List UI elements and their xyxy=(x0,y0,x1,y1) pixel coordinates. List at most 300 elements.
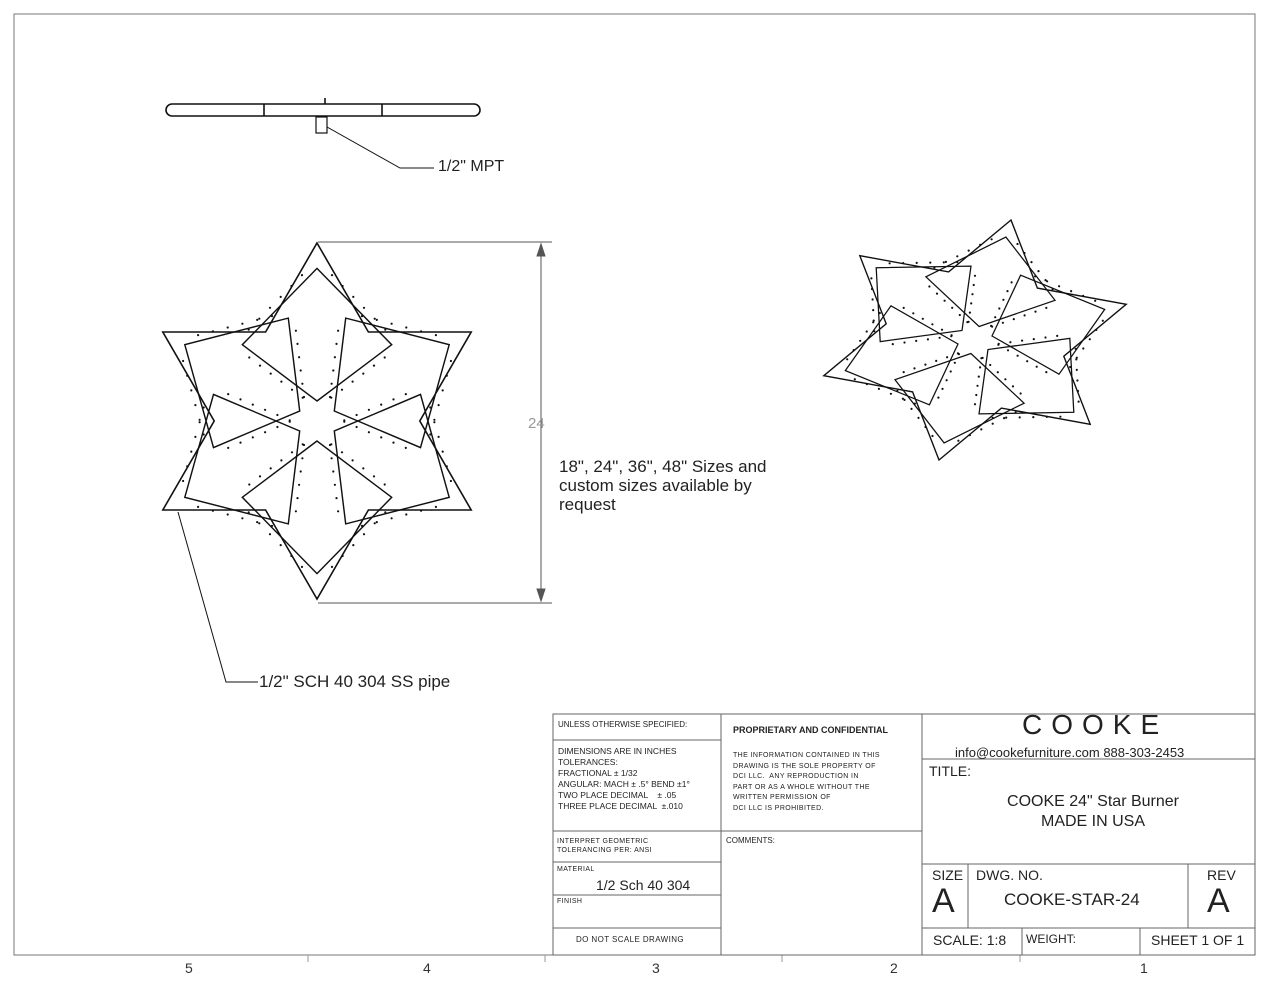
burner-port xyxy=(1075,358,1077,360)
star-arm-panel xyxy=(334,318,449,448)
burner-port xyxy=(212,330,214,332)
burner-port xyxy=(342,285,344,287)
burner-port xyxy=(227,393,229,395)
zone-ticks xyxy=(308,955,1020,962)
burner-port xyxy=(950,335,952,337)
burner-port xyxy=(392,442,394,444)
burner-port xyxy=(1026,360,1028,362)
burner-port xyxy=(859,340,861,342)
burner-port xyxy=(1007,349,1009,351)
burner-port xyxy=(331,457,333,459)
sheet-field: SHEET 1 OF 1 xyxy=(1151,932,1245,948)
burner-port xyxy=(298,484,300,486)
burner-port xyxy=(866,330,868,332)
burner-port xyxy=(872,309,874,311)
burner-port xyxy=(989,364,991,366)
burner-port xyxy=(392,398,394,400)
burner-port xyxy=(197,334,199,336)
burner-port xyxy=(946,379,948,381)
burner-port xyxy=(334,484,336,486)
burner-port xyxy=(1037,270,1039,272)
burner-port xyxy=(435,506,437,508)
burner-port xyxy=(871,288,873,290)
burner-port xyxy=(1094,300,1096,302)
burner-port xyxy=(362,467,364,469)
burner-port xyxy=(889,262,891,264)
burner-port xyxy=(256,319,258,321)
star-outline xyxy=(824,220,1126,460)
burner-port xyxy=(291,451,293,453)
burner-port xyxy=(916,262,918,264)
burner-port xyxy=(301,566,303,568)
burner-port xyxy=(329,396,331,398)
burner-port xyxy=(241,323,243,325)
burner-port xyxy=(994,316,996,318)
size-label: SIZE xyxy=(932,867,964,883)
burner-port xyxy=(971,293,973,295)
zone-label: 4 xyxy=(423,960,431,976)
sizes-note: 18", 24", 36", 48" Sizes and custom sizes available by request xyxy=(559,457,767,514)
burner-port xyxy=(924,426,926,428)
burner-port xyxy=(276,426,278,428)
burner-port xyxy=(433,421,435,423)
star-arm-panel xyxy=(876,266,971,342)
finish-label: FINISH xyxy=(557,898,583,905)
burner-port xyxy=(1082,295,1084,297)
burner-port xyxy=(197,506,199,508)
burner-port xyxy=(1056,335,1058,337)
burner-port xyxy=(902,262,904,264)
burner-port xyxy=(1006,290,1008,292)
burner-port xyxy=(853,349,855,351)
burner-port xyxy=(1016,243,1018,245)
burner-port xyxy=(303,444,305,446)
burner-port xyxy=(241,517,243,519)
rev-label: REV xyxy=(1207,867,1236,883)
burner-port xyxy=(873,320,875,322)
burner-port xyxy=(227,447,229,449)
burner-port xyxy=(373,475,375,477)
burner-port xyxy=(362,373,364,375)
interpret-text: INTERPRET GEOMETRIC TOLERANCING PER: ANSI xyxy=(557,838,653,854)
burner-port xyxy=(199,421,201,423)
burner-port xyxy=(1017,355,1019,357)
burner-port xyxy=(1046,280,1048,282)
burner-port xyxy=(1089,338,1091,340)
burner-port xyxy=(956,255,958,257)
burner-port xyxy=(1033,338,1035,340)
burner-port xyxy=(269,533,271,535)
material-label: MATERIAL xyxy=(557,866,595,873)
burner-port xyxy=(1002,299,1004,301)
burner-port xyxy=(957,440,959,442)
burner-port xyxy=(935,360,937,362)
burner-port xyxy=(969,312,971,314)
burner-port xyxy=(913,367,915,369)
burner-port xyxy=(931,435,933,437)
burner-port xyxy=(433,419,435,421)
burner-port xyxy=(924,364,926,366)
burner-port xyxy=(300,369,302,371)
burner-port xyxy=(271,525,273,527)
burner-port xyxy=(356,414,358,416)
burner-port xyxy=(1095,329,1097,331)
burner-port xyxy=(973,284,975,286)
burner-port xyxy=(1030,261,1032,263)
scale-field: SCALE: 1:8 xyxy=(933,932,1007,948)
burner-port xyxy=(991,238,993,240)
burner-port xyxy=(203,433,205,435)
burner-port xyxy=(866,383,868,385)
burner-port xyxy=(376,319,378,321)
burner-port xyxy=(903,341,905,343)
burner-port xyxy=(969,434,971,436)
burner-port xyxy=(1070,290,1072,292)
burner-port xyxy=(341,389,343,391)
burner-port xyxy=(1082,347,1084,349)
burner-port xyxy=(903,307,905,309)
burner-port xyxy=(1036,366,1038,368)
burner-port xyxy=(352,296,354,298)
contact-info: info@cookefurniture.com 888-303-2453 xyxy=(955,745,1185,760)
burner-port xyxy=(335,497,337,499)
burner-port xyxy=(927,338,929,340)
burner-port xyxy=(1076,369,1078,371)
burner-port xyxy=(968,321,970,323)
burner-port xyxy=(343,419,345,421)
burner-port xyxy=(1012,385,1014,387)
burner-port xyxy=(341,451,343,453)
burner-port xyxy=(997,371,999,373)
burner-port xyxy=(1045,307,1047,309)
burner-port xyxy=(1032,416,1034,418)
burner-port xyxy=(1002,322,1004,324)
burner-port xyxy=(1058,285,1060,287)
zone-label: 2 xyxy=(890,960,898,976)
burner-port xyxy=(950,370,952,372)
burner-port xyxy=(295,330,297,332)
burner-port xyxy=(873,330,875,332)
mpt-callout: 1/2" MPT xyxy=(438,158,505,175)
burner-port xyxy=(979,244,981,246)
burner-port xyxy=(290,555,292,557)
star-arm-panel xyxy=(185,394,300,524)
burner-port xyxy=(910,408,912,410)
burner-port xyxy=(256,521,258,523)
burner-port xyxy=(332,470,334,472)
dwg-no-label: DWG. NO. xyxy=(976,867,1043,883)
burner-port xyxy=(199,419,201,421)
burner-port xyxy=(331,383,333,385)
proprietary-title: PROPRIETARY AND CONFIDENTIAL xyxy=(733,725,889,735)
burner-port xyxy=(1011,281,1013,283)
rev-value: A xyxy=(1207,882,1230,920)
burner-port xyxy=(258,522,260,524)
burner-port xyxy=(384,511,386,513)
burner-port xyxy=(376,521,378,523)
burner-port xyxy=(352,459,354,461)
burner-port xyxy=(264,431,266,433)
burner-port xyxy=(937,397,939,399)
company-logo: COOKE xyxy=(1022,709,1169,740)
burner-port xyxy=(446,375,448,377)
burner-port xyxy=(258,318,260,320)
burner-port xyxy=(954,362,956,364)
burner-port xyxy=(1015,411,1017,413)
burner-port xyxy=(391,517,393,519)
made-in-usa: MADE IN USA xyxy=(1040,813,1145,830)
burner-port xyxy=(269,307,271,309)
front-view-star xyxy=(163,243,471,599)
burner-port xyxy=(212,510,214,512)
comments-label: COMMENTS: xyxy=(726,836,775,845)
burner-port xyxy=(978,376,980,378)
burner-port xyxy=(363,307,365,309)
burner-port xyxy=(922,318,924,320)
burner-port xyxy=(903,371,905,373)
burner-port xyxy=(368,409,370,411)
burner-port xyxy=(974,275,976,277)
burner-port xyxy=(980,428,982,430)
burner-port xyxy=(373,365,375,367)
burner-port xyxy=(1024,314,1026,316)
burner-port xyxy=(405,393,407,395)
burner-port xyxy=(917,417,919,419)
burner-port xyxy=(342,555,344,557)
burner-port xyxy=(1023,252,1025,254)
isometric-view-star xyxy=(824,220,1126,460)
burner-port xyxy=(259,475,261,477)
burner-port xyxy=(438,404,440,406)
star-arm-panel xyxy=(979,338,1074,414)
burner-port xyxy=(280,544,282,546)
burner-port xyxy=(227,326,229,328)
burner-port xyxy=(270,373,272,375)
burner-port xyxy=(271,315,273,317)
burner-port xyxy=(405,447,407,449)
side-view xyxy=(166,98,480,133)
title-label: TITLE: xyxy=(929,763,972,779)
burner-port xyxy=(182,360,184,362)
burner-port xyxy=(337,330,339,332)
burner-port xyxy=(301,383,303,385)
burner-port xyxy=(928,285,930,287)
burner-port xyxy=(290,285,292,287)
burner-port xyxy=(289,421,291,423)
burner-port xyxy=(946,356,948,358)
burner-port xyxy=(450,480,452,482)
weight-field: WEIGHT: xyxy=(1026,932,1076,946)
proprietary-text: THE INFORMATION CONTAINED IN THIS DRAWING IS THE SOLE PROPERTY OF DCI LLC. ANY REPRODUCTION IN PART OR AS A WHOLE WITHOUT THE WRITTEN PERMISSION OF DCI LLC IS PROHIBITED. xyxy=(733,752,880,812)
star-arm-panel xyxy=(185,318,300,448)
burner-port xyxy=(975,394,977,396)
dimension-value: 24 xyxy=(528,415,545,432)
burner-port xyxy=(384,356,386,358)
burner-port xyxy=(298,356,300,358)
zone-label: 1 xyxy=(1140,960,1148,976)
burner-port xyxy=(1046,416,1048,418)
burner-port xyxy=(300,470,302,472)
burner-port xyxy=(1021,340,1023,342)
mpt-leader xyxy=(327,127,434,168)
burner-port xyxy=(872,298,874,300)
burner-port xyxy=(912,312,914,314)
burner-port xyxy=(363,533,365,535)
burner-port xyxy=(929,262,931,264)
burner-port xyxy=(264,409,266,411)
burner-port xyxy=(970,302,972,304)
burner-port xyxy=(1005,417,1007,419)
star-arm-panel xyxy=(242,441,391,574)
burner-port xyxy=(442,451,444,453)
burner-port xyxy=(182,480,184,482)
burner-port xyxy=(974,403,976,405)
burner-port xyxy=(190,389,192,391)
burner-port xyxy=(992,423,994,425)
tolerances-text: DIMENSIONS ARE IN INCHES TOLERANCES: FRACTIONAL ± 1/32 ANGULAR: MACH ± .5° BEND ±1° TWO PLACE DECIMAL ± .05 THREE PLACE DECIMAL ±.010 xyxy=(558,746,690,811)
burner-port xyxy=(248,356,250,358)
burner-port xyxy=(332,369,334,371)
burner-port xyxy=(442,389,444,391)
star-arm-panel xyxy=(334,394,449,524)
burner-port xyxy=(990,325,992,327)
burner-port xyxy=(959,314,961,316)
burner-port xyxy=(405,513,407,515)
star-outline xyxy=(163,243,471,599)
burner-port xyxy=(295,510,297,512)
burner-port xyxy=(331,274,333,276)
burner-port xyxy=(941,388,943,390)
burner-port xyxy=(945,261,947,263)
burner-port xyxy=(943,261,945,263)
do-not-scale: DO NOT SCALE DRAWING xyxy=(576,935,685,944)
burner-port xyxy=(914,403,916,405)
burner-port xyxy=(429,406,431,408)
burner-port xyxy=(190,451,192,453)
burner-port xyxy=(1034,311,1036,313)
burner-port xyxy=(270,467,272,469)
burner-port xyxy=(227,513,229,515)
burner-port xyxy=(890,393,892,395)
burner-port xyxy=(380,404,382,406)
burner-port xyxy=(939,337,941,339)
burner-port xyxy=(1020,392,1022,394)
burner-port xyxy=(1044,336,1046,338)
burner-port xyxy=(1077,390,1079,392)
pipe-leader xyxy=(178,512,258,682)
burner-port xyxy=(968,250,970,252)
burner-port xyxy=(958,353,960,355)
burner-port xyxy=(420,330,422,332)
burner-port xyxy=(1009,341,1011,343)
burner-port xyxy=(870,277,872,279)
burner-port xyxy=(186,465,188,467)
zone-label: 5 xyxy=(185,960,193,976)
burner-port xyxy=(280,381,282,383)
burner-port xyxy=(931,323,933,325)
burner-port xyxy=(334,356,336,358)
burner-port xyxy=(331,566,333,568)
burner-port xyxy=(405,326,407,328)
burner-port xyxy=(998,343,1000,345)
burner-port xyxy=(248,483,250,485)
burner-port xyxy=(380,436,382,438)
burner-port xyxy=(361,315,363,317)
burner-port xyxy=(892,343,894,345)
burner-port xyxy=(1102,320,1104,322)
burner-port xyxy=(239,398,241,400)
burner-port xyxy=(194,436,196,438)
burner-port xyxy=(352,544,354,546)
burner-port xyxy=(944,300,946,302)
burner-port xyxy=(194,404,196,406)
burner-port xyxy=(368,431,370,433)
burner-port xyxy=(186,375,188,377)
burner-port xyxy=(915,340,917,342)
burner-port xyxy=(902,398,904,400)
star-arm-panel xyxy=(242,268,391,401)
burner-port xyxy=(239,442,241,444)
burner-port xyxy=(291,389,293,391)
burner-port xyxy=(280,296,282,298)
burner-port xyxy=(1045,371,1047,373)
burner-port xyxy=(956,261,958,263)
burner-port xyxy=(259,365,261,367)
burner-port xyxy=(280,459,282,461)
burner-port xyxy=(356,426,358,428)
burner-port xyxy=(276,414,278,416)
burner-port xyxy=(438,436,440,438)
burner-port xyxy=(1076,379,1078,381)
burner-port xyxy=(1078,401,1080,403)
burner-port xyxy=(420,510,422,512)
material-value: 1/2 Sch 40 304 xyxy=(596,877,691,893)
burner-port xyxy=(1019,416,1021,418)
dwg-no-value: COOKE-STAR-24 xyxy=(1004,890,1140,909)
burner-port xyxy=(941,329,943,331)
burner-port xyxy=(252,436,254,438)
burner-port xyxy=(979,366,981,368)
burner-port xyxy=(1059,416,1061,418)
burner-port xyxy=(301,457,303,459)
pipe-callout: 1/2" SCH 40 304 SS pipe xyxy=(259,672,451,691)
burner-port xyxy=(330,443,332,445)
burner-port xyxy=(252,404,254,406)
burner-port xyxy=(450,360,452,362)
burner-port xyxy=(296,343,298,345)
burner-port xyxy=(1075,348,1077,350)
burner-port xyxy=(846,358,848,360)
burner-port xyxy=(303,396,305,398)
burner-port xyxy=(854,378,856,380)
size-value: A xyxy=(932,882,955,920)
unless-specified: UNLESS OTHERWISE SPECIFIED: xyxy=(558,720,688,729)
burner-port xyxy=(1013,318,1015,320)
burner-port xyxy=(374,318,376,320)
burner-port xyxy=(982,357,984,359)
burner-port xyxy=(384,483,386,485)
burner-port xyxy=(446,465,448,467)
burner-port xyxy=(301,274,303,276)
burner-port xyxy=(435,334,437,336)
burner-port xyxy=(998,307,1000,309)
burner-port xyxy=(1004,378,1006,380)
burner-port xyxy=(352,381,354,383)
burner-port xyxy=(335,343,337,345)
burner-port xyxy=(1003,417,1005,419)
burner-port xyxy=(1034,275,1036,277)
burner-port xyxy=(391,323,393,325)
